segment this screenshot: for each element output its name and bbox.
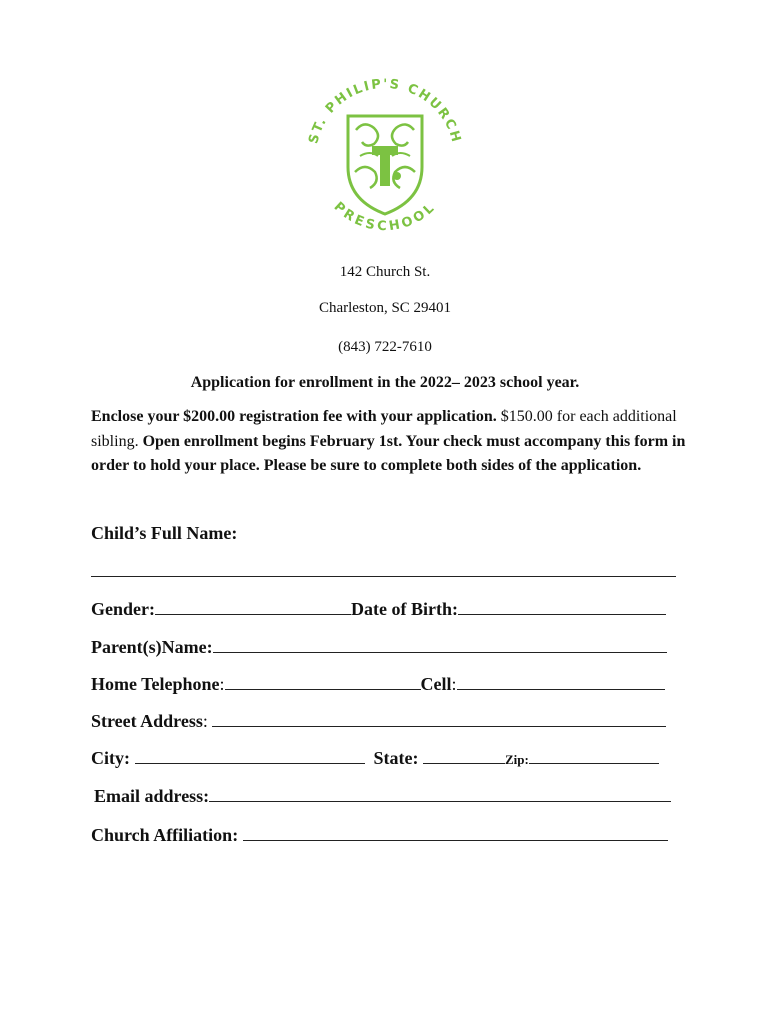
city-label: City: <box>91 748 130 768</box>
svg-text:ST. PHILIP'S CHURCH <box>306 77 463 146</box>
dob-field[interactable] <box>458 598 666 615</box>
home-phone-colon: : <box>219 674 225 694</box>
intro-paragraph <box>91 405 686 479</box>
parents-label: Parent(s)Name: <box>91 637 213 657</box>
city-field[interactable] <box>135 747 365 764</box>
cell-label: Cell <box>420 674 452 694</box>
gender-dob-row <box>91 598 666 620</box>
child-name-field[interactable] <box>91 560 676 577</box>
application-title: Application for enrollment in the 2022– 2023 school year. <box>190 374 580 391</box>
church-field[interactable] <box>243 824 668 841</box>
zip-label: Zip: <box>504 752 529 767</box>
address-city: Charleston, SC 29401 <box>318 300 452 316</box>
state-field[interactable] <box>423 747 505 764</box>
zip-field[interactable] <box>529 747 659 764</box>
dob-label: Date of Birth: <box>350 599 458 619</box>
city-state-zip-row <box>91 747 659 769</box>
email-field[interactable] <box>209 785 671 802</box>
cell-colon: : <box>451 674 457 694</box>
logo-arc-text: ST. PHILIP'S CHURCH <box>306 76 464 146</box>
home-phone-field[interactable] <box>225 673 421 690</box>
address-street: 142 Church St. <box>339 264 431 280</box>
cell-field[interactable] <box>457 673 665 690</box>
state-label: State: <box>373 748 419 768</box>
street-row <box>91 710 666 732</box>
gender-label: Gender: <box>91 599 155 619</box>
address-phone: (843) 722-7610 <box>338 339 432 355</box>
parents-row <box>91 636 667 658</box>
street-field[interactable] <box>212 710 666 727</box>
preschool-logo <box>300 72 470 242</box>
intro-normal-1: $150.00 for each additional sibling. <box>91 408 677 450</box>
intro-bold-2: Open enrollment begins February 1st. Your check must accompany this form in order to hold your place. Please be sure to complete both sides of the application. <box>91 432 686 474</box>
email-label: Email address: <box>94 786 210 806</box>
home-phone-label: Home Telephone <box>91 674 220 694</box>
child-name-row <box>91 560 676 582</box>
street-label: Street Address <box>91 711 203 731</box>
logo-bottom-text: PRESCHOOL <box>330 199 440 235</box>
svg-text:PRESCHOOL <box>331 199 440 234</box>
email-row <box>94 785 671 807</box>
gender-field[interactable] <box>155 598 351 615</box>
street-colon: : <box>202 711 208 731</box>
church-label: Church Affiliation: <box>91 825 239 845</box>
church-row <box>91 824 668 846</box>
phone-row <box>91 673 665 695</box>
intro-bold-1: Enclose your $200.00 registration fee with your application. <box>91 408 497 425</box>
parents-field[interactable] <box>213 636 667 653</box>
child-name-label: Child’s Full Name: <box>91 523 238 543</box>
